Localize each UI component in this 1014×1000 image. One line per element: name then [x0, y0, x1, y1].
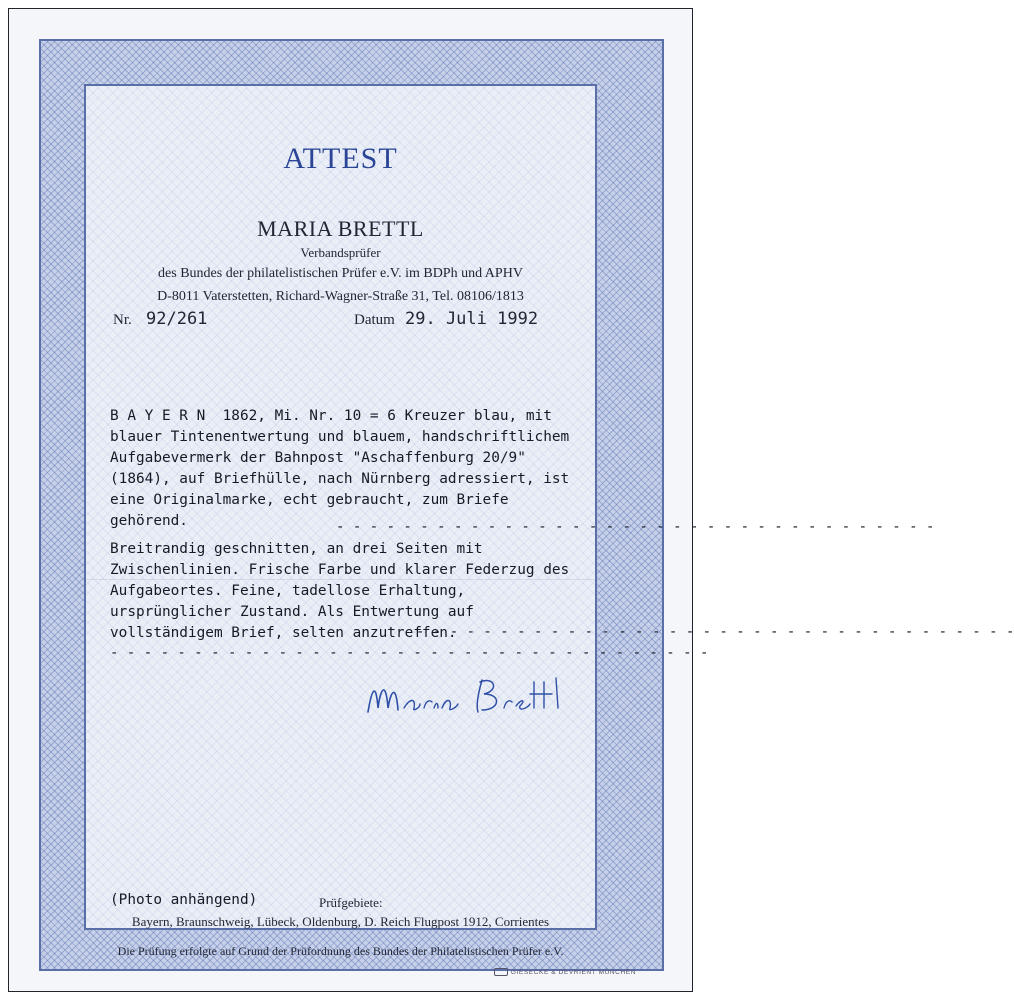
certificate-title: ATTEST [283, 142, 398, 175]
dash-fill-3: - - - - - - - - - - - - - - - - - - - - - - - - - - - - - - - - - - - - [110, 645, 709, 661]
certificate-sheet [8, 8, 1014, 992]
printer-logo-icon [494, 968, 508, 976]
association-line: des Bundes der philatelistischen Prüfer e.V. im BDPh und APHV [158, 266, 523, 281]
examination-fields-label: Prüfgebiete: [319, 895, 383, 910]
dash-fill-2: - - - - - - - - - - - - - - - - - - - - - - - - - - - - - - - - - - - - [416, 624, 1014, 640]
dash-fill-1: - - - - - - - - - - - - - - - - - - - - - - - - - - - - - - - - - - - - [336, 519, 935, 535]
examination-fields-list: Bayern, Braunschweig, Lübeck, Oldenburg, D. Reich Flugpost 1912, Corrientes [131, 914, 550, 929]
certificate-date: 29. Juli 1992 [405, 309, 539, 329]
examiner-role: Verbandsprüfer [300, 245, 381, 260]
signature [362, 668, 582, 728]
photo-note: (Photo anhängend) [110, 892, 258, 908]
address-line: D-8011 Vaterstetten, Richard-Wagner-Straße 31, Tel. 08106/1813 [157, 289, 524, 304]
date-label: Datum [354, 312, 395, 328]
number-label: Nr. [113, 312, 132, 328]
examination-rules-note: Die Prüfung erfolgte auf Grund der Prüfordnung des Bundes der Philatelistischen Prüfer e.V. [117, 944, 564, 958]
certificate-number: 92/261 [146, 309, 208, 329]
examiner-name: MARIA BRETTL [257, 216, 424, 241]
printer-imprint [494, 968, 636, 976]
guilloche-border [39, 39, 1014, 976]
condition-paragraph: Breitrandig geschnitten, an drei Seiten mit Zwischenlinien. Frische Farbe und klarer Federzug des Aufgabeortes. Feine, tadellose Erhaltung, ursprünglicher Zustand. Als Entwertung auf vollständigem Brief, selten anzutreffen. [110, 541, 578, 641]
printer-name: GIESECKE & DEVRIENT MÜNCHEN [510, 968, 636, 976]
certificate-panel [84, 84, 1014, 958]
signature-text: Maria Brettl [362, 726, 367, 727]
description-paragraph: B A Y E R N 1862, Mi. Nr. 10 = 6 Kreuzer blau, mit blauer Tintenentwertung und blauem, handschriftlichem Aufgabevermerk der Bahnpost "Aschaffenburg 20/9" (1864), auf Briefhülle, nach Nürnberg adressiert, ist eine Originalmarke, echt gebraucht, zum Briefe gehörend. [110, 408, 578, 529]
